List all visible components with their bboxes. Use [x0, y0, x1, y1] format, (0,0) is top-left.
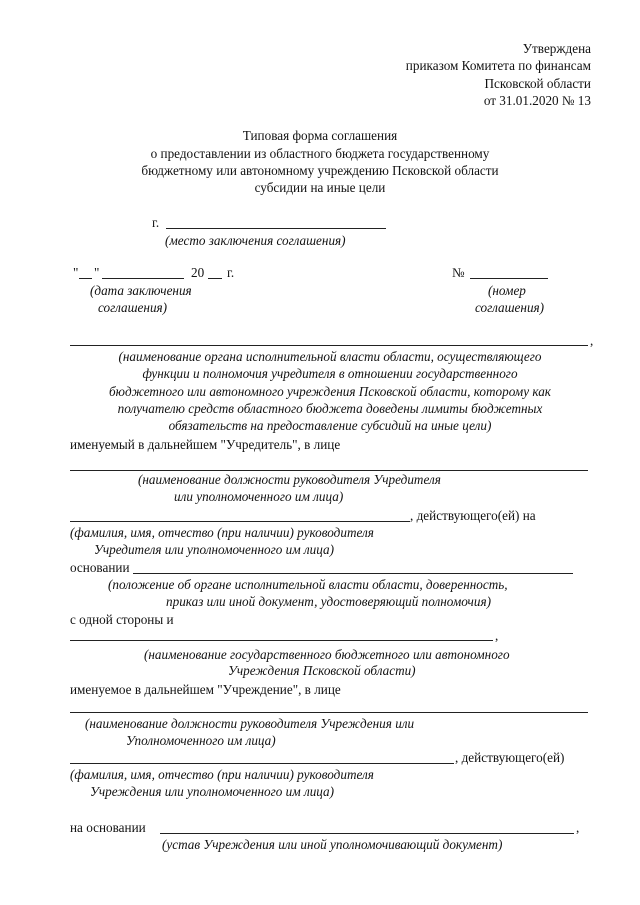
founder-basis-caption: приказ или иной документ, удостоверяющий полномочия): [166, 594, 491, 609]
founder-person-caption: Учредителя или уполномоченного им лица): [94, 542, 335, 557]
date-month-field[interactable]: [102, 278, 184, 279]
approval-line: приказом Комитета по финансам: [405, 58, 591, 73]
founder-org-caption: обязательств на предоставление субсидий на иные цели): [168, 418, 492, 433]
title-line: о предоставлении из областного бюджета государственному: [150, 146, 490, 161]
date-day-field[interactable]: [79, 278, 92, 279]
date-caption: соглашения): [98, 300, 168, 315]
founder-position-field[interactable]: [70, 470, 588, 471]
institution-name-field[interactable]: [70, 640, 493, 641]
place-prefix: г.: [152, 215, 160, 230]
institution-basis-field[interactable]: [160, 833, 574, 834]
institution-basis-label: на основании: [70, 820, 146, 835]
founder-org-field[interactable]: [70, 345, 588, 346]
institution-named-text: именуемое в дальнейшем "Учреждение", в лице: [70, 682, 341, 697]
founder-named-text: именуемый в дальнейшем "Учредитель", в лице: [70, 437, 341, 452]
founder-basis-label: основании: [70, 560, 130, 575]
number-caption: (номер: [488, 283, 526, 298]
approval-line: от 31.01.2020 № 13: [483, 93, 591, 108]
founder-acting-text: , действующего(ей) на: [410, 508, 536, 523]
institution-person-caption: Учреждения или уполномоченного им лица): [90, 784, 335, 799]
place-caption: (место заключения соглашения): [165, 233, 346, 248]
date-year-suffix: г.: [227, 265, 235, 280]
number-caption: соглашения): [475, 300, 545, 315]
comma: ,: [590, 333, 594, 348]
institution-acting-text: , действующего(ей): [455, 750, 565, 765]
date-quote-close: ": [94, 265, 100, 280]
founder-basis-caption: (положение об органе исполнительной власти области, доверенность,: [108, 577, 508, 592]
founder-org-caption: функции и полномочия учредителя в отношении государственного: [142, 366, 518, 381]
founder-person-field[interactable]: [70, 521, 410, 522]
title-line: бюджетному или автономному учреждению Псковской области: [141, 163, 499, 178]
founder-position-caption: (наименование должности руководителя Учредителя: [138, 472, 441, 487]
date-year-prefix: 20: [191, 265, 205, 280]
founder-org-caption: получателю средств областного бюджета доведены лимиты бюджетных: [117, 401, 543, 416]
date-quote-open: ": [73, 265, 79, 280]
institution-basis-comma: ,: [576, 820, 580, 835]
place-field[interactable]: [166, 228, 386, 229]
founder-person-caption: (фамилия, имя, отчество (при наличии) руководителя: [70, 525, 374, 540]
date-year-field[interactable]: [208, 278, 222, 279]
number-field[interactable]: [470, 278, 548, 279]
approval-line: Псковской области: [484, 76, 591, 91]
date-caption: (дата заключения: [90, 283, 192, 298]
institution-comma: ,: [495, 628, 499, 643]
number-prefix: №: [452, 265, 465, 280]
founder-basis-field[interactable]: [133, 573, 573, 574]
institution-caption: Учреждения Псковской области): [228, 663, 416, 678]
founder-org-caption: (наименование органа исполнительной власти области, осуществляющего: [118, 349, 542, 364]
title-line: субсидии на иные цели: [254, 180, 386, 195]
institution-position-caption: (наименование должности руководителя Учреждения или: [85, 716, 415, 731]
institution-caption: (наименование государственного бюджетного или автономного: [144, 647, 510, 662]
founder-org-caption: бюджетного или автономного учреждения Псковской области, которому как: [109, 384, 551, 399]
institution-basis-caption: (устав Учреждения или иной уполномочивающий документ): [162, 837, 503, 852]
institution-person-field[interactable]: [70, 763, 454, 764]
approval-line: Утверждена: [522, 41, 591, 56]
institution-person-caption: (фамилия, имя, отчество (при наличии) руководителя: [70, 767, 374, 782]
institution-position-field[interactable]: [70, 712, 588, 713]
founder-position-caption: или уполномоченного им лица): [174, 489, 344, 504]
one-side-text: с одной стороны и: [70, 612, 174, 627]
title-line: Типовая форма соглашения: [242, 128, 398, 143]
institution-position-caption: Уполномоченного им лица): [126, 733, 276, 748]
